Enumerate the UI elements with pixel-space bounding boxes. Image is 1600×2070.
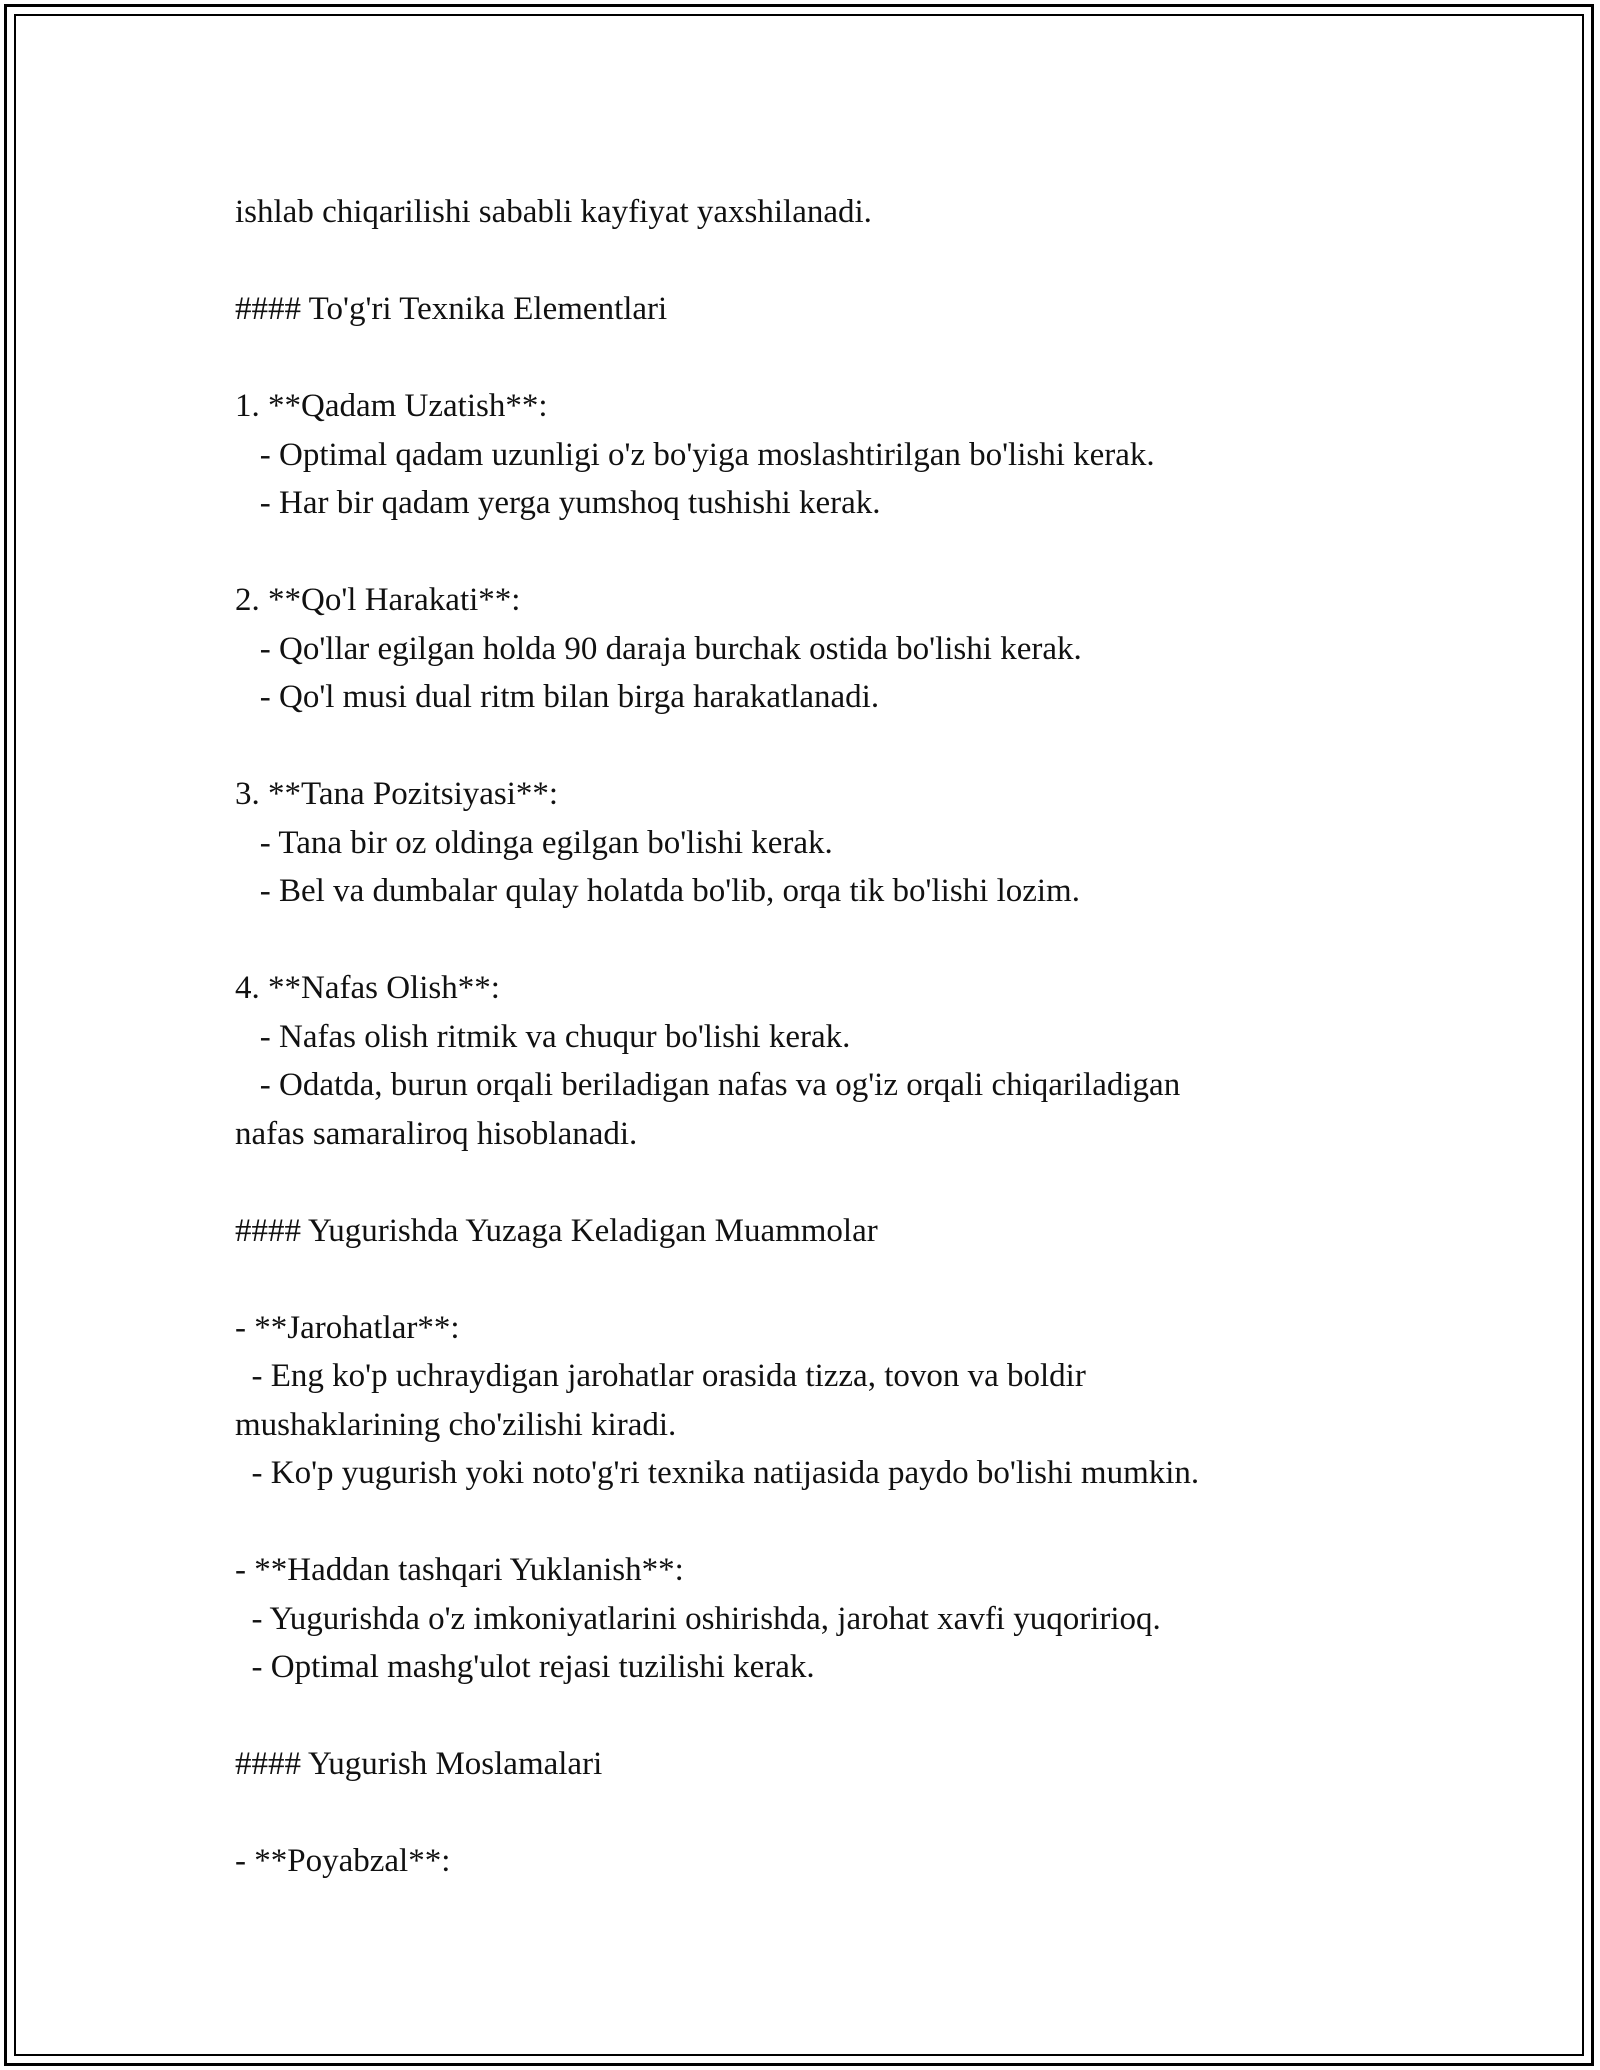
blank-line <box>235 1692 1365 1741</box>
list-item-heading: 4. **Nafas Olish**: <box>235 970 500 1006</box>
section-heading: #### To'g'ri Texnika Elementlari <box>235 291 668 327</box>
blank-line <box>235 1498 1365 1547</box>
blank-line <box>235 334 1365 383</box>
list-subitem: - Tana bir oz oldinga egilgan bo'lishi kerak. <box>235 824 833 861</box>
document-body <box>235 188 1365 1886</box>
list-subitem-continuation: mushaklarining cho'zilishi kiradi. <box>235 1406 677 1443</box>
blank-line <box>235 237 1365 286</box>
blank-line <box>235 1789 1365 1838</box>
list-subitem-continuation: nafas samaraliroq hisoblanadi. <box>235 1115 638 1152</box>
text-line: ishlab chiqarilishi sababli kayfiyat yaxshilanadi. <box>235 194 872 230</box>
blank-line <box>235 1158 1365 1207</box>
blank-line <box>235 916 1365 965</box>
blank-line <box>235 722 1365 771</box>
list-item-heading: 2. **Qo'l Harakati**: <box>235 582 521 618</box>
list-item-heading: - **Poyabzal**: <box>235 1843 451 1879</box>
list-subitem: - Nafas olish ritmik va chuqur bo'lishi kerak. <box>235 1018 851 1055</box>
blank-line <box>235 1255 1365 1304</box>
list-subitem: - Ko'p yugurish yoki noto'g'ri texnika natijasida paydo bo'lishi mumkin. <box>235 1455 1200 1491</box>
list-item-heading: 1. **Qadam Uzatish**: <box>235 388 548 424</box>
blank-line <box>235 528 1365 577</box>
list-subitem: - Har bir qadam yerga yumshoq tushishi kerak. <box>235 485 881 521</box>
list-subitem: - Bel va dumbalar qulay holatda bo'lib, orqa tik bo'lishi lozim. <box>235 873 1080 909</box>
list-item-heading: 3. **Tana Pozitsiyasi**: <box>235 776 559 812</box>
list-subitem: - Yugurishda o'z imkoniyatlarini oshirishda, jarohat xavfi yuqoririoq. <box>235 1600 1161 1637</box>
section-heading: #### Yugurish Moslamalari <box>235 1746 603 1782</box>
list-subitem: - Qo'llar egilgan holda 90 daraja burchak ostida bo'lishi kerak. <box>235 630 1082 667</box>
list-subitem: - Optimal mashg'ulot rejasi tuzilishi kerak. <box>235 1649 815 1685</box>
section-heading: #### Yugurishda Yuzaga Keladigan Muammolar <box>235 1212 878 1249</box>
list-subitem: - Qo'l musi dual ritm bilan birga harakatlanadi. <box>235 679 880 715</box>
list-subitem: - Eng ko'p uchraydigan jarohatlar orasida tizza, tovon va boldir <box>235 1358 1086 1394</box>
list-subitem: - Odatda, burun orqali beriladigan nafas va og'iz orqali chiqariladigan <box>235 1067 1181 1103</box>
list-subitem: - Optimal qadam uzunligi o'z bo'yiga moslashtirilgan bo'lishi kerak. <box>235 436 1155 473</box>
list-item-heading: - **Haddan tashqari Yuklanish**: <box>235 1552 684 1588</box>
list-item-heading: - **Jarohatlar**: <box>235 1309 460 1346</box>
